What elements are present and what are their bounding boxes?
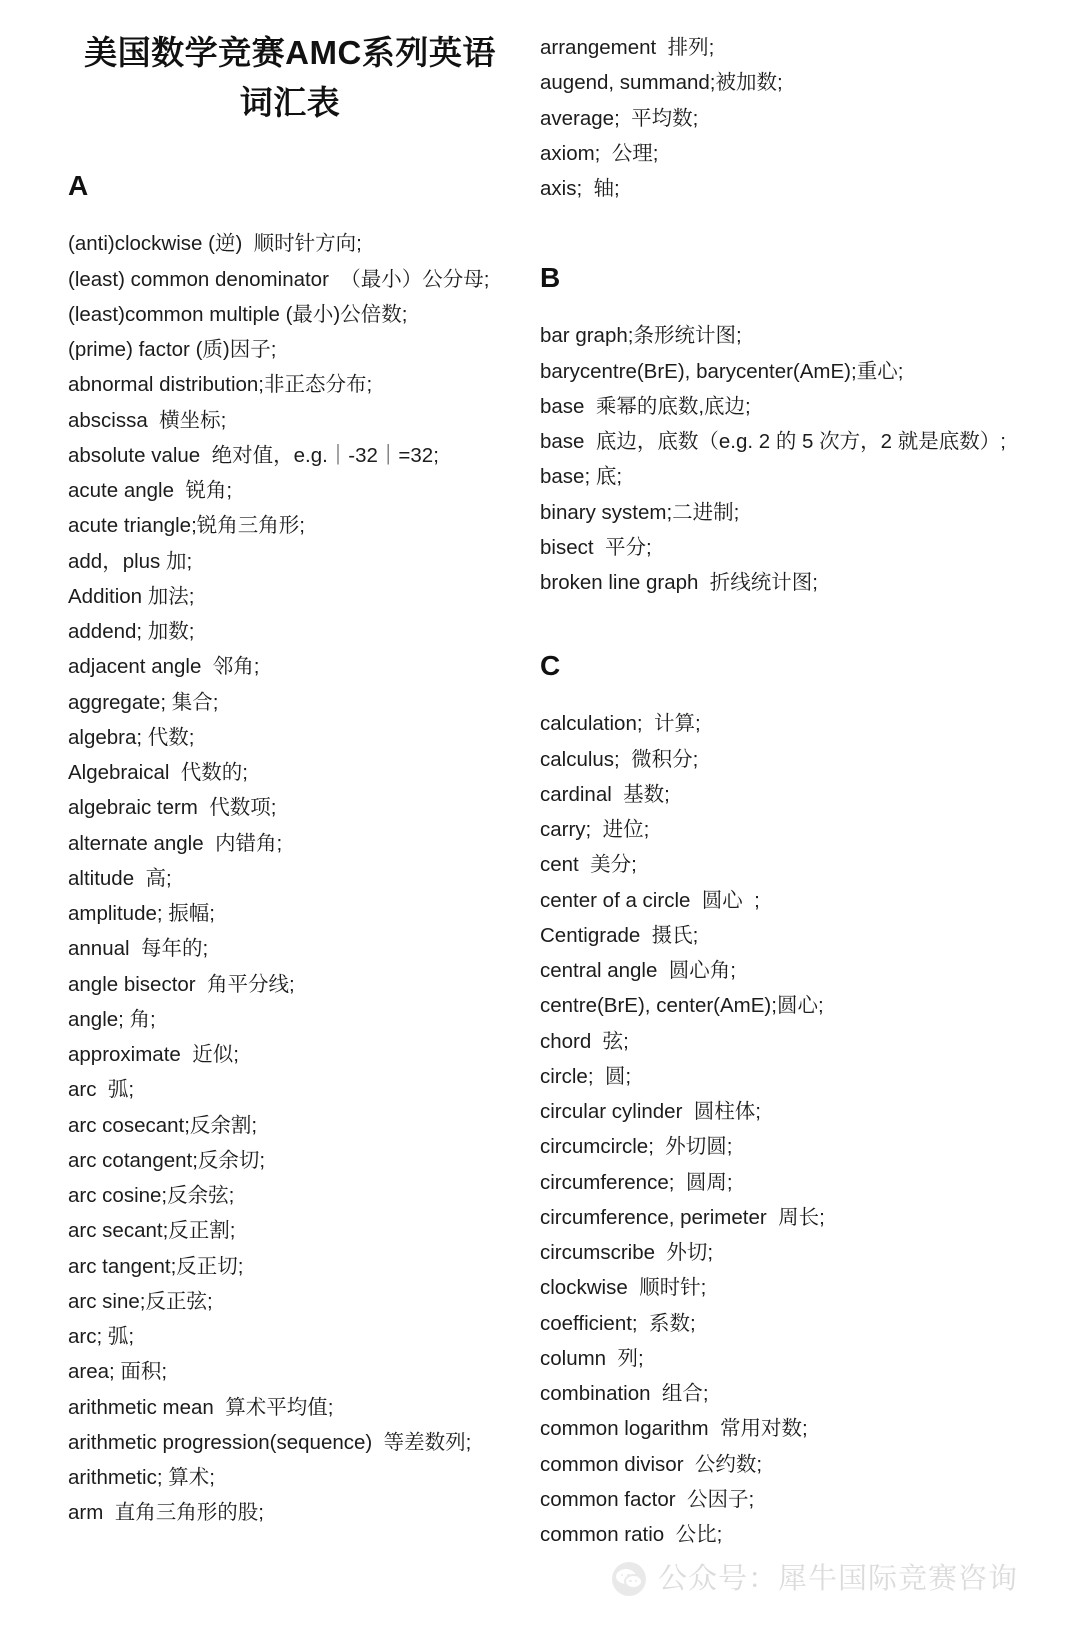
vocabulary-entry: angle; 角; (68, 1007, 156, 1031)
vocabulary-entry: (anti)clockwise (逆) 顺时针方向; (68, 232, 362, 256)
vocabulary-entry: approximate 近似; (68, 1043, 239, 1067)
vocabulary-entry: arm 直角三角形的股; (68, 1501, 264, 1525)
vocabulary-entry: annual 每年的; (68, 937, 209, 961)
vocabulary-entry: base 乘幂的底数,底边; (540, 394, 751, 418)
vocabulary-entry: aggregate; 集合; (68, 690, 219, 714)
vocabulary-entry: average; 平均数; (540, 106, 699, 130)
vocabulary-entry: clockwise 顺时针; (540, 1276, 707, 1300)
section-heading-c: C (540, 650, 561, 682)
section-heading-a: A (68, 170, 89, 202)
vocabulary-entry: (least)common multiple (最小)公倍数; (68, 302, 408, 326)
vocabulary-entry: common divisor 公约数; (540, 1452, 763, 1476)
vocabulary-entry: circumcircle; 外切圆; (540, 1135, 733, 1159)
vocabulary-entry: arc cosine;反余弦; (68, 1184, 235, 1208)
vocabulary-entry: altitude 高; (68, 866, 172, 890)
vocabulary-entry: cardinal 基数; (540, 782, 670, 806)
vocabulary-entry: Centigrade 摄氏; (540, 923, 699, 947)
entry-list-a-continued (540, 30, 1046, 206)
page-title: 美国数学竞赛AMC系列英语词汇表 (84, 34, 496, 122)
vocabulary-entry: carry; 进位; (540, 818, 650, 841)
vocabulary-entry: base; 底; (540, 465, 623, 489)
vocabulary-entry: axis; 轴; (540, 177, 620, 200)
vocabulary-entry: acute triangle;锐角三角形; (68, 514, 305, 538)
entry-list-c (540, 706, 1046, 1552)
wechat-icon (612, 1562, 646, 1596)
vocabulary-entry: centre(BrE), center(AmE);圆心; (540, 994, 824, 1018)
vocabulary-entry: bar graph;条形统计图; (540, 324, 742, 348)
vocabulary-entry: arc 弧; (68, 1078, 135, 1102)
vocabulary-entry: algebraic term 代数项; (68, 796, 277, 820)
vocabulary-entry: abscissa 横坐标; (68, 408, 227, 432)
entry-list-b (540, 318, 1046, 600)
vocabulary-entry: angle bisector 角平分线; (68, 972, 295, 996)
vocabulary-entry: arithmetic mean 算术平均值; (68, 1395, 334, 1419)
vocabulary-entry: augend, summand;被加数; (540, 71, 783, 95)
column-top-spacer (540, 18, 1046, 30)
vocabulary-entry: Addition 加法; (68, 584, 195, 608)
vocabulary-entry: acute angle 锐角; (68, 479, 233, 503)
vocabulary-entry: center of a circle 圆心 ; (540, 888, 760, 912)
vocabulary-entry: arithmetic; 算术; (68, 1466, 215, 1490)
vocabulary-entry: addend; 加数; (68, 620, 195, 644)
vocabulary-entry: circumference; 圆周; (540, 1170, 733, 1194)
vocabulary-entry: (prime) factor (质)因子; (68, 338, 277, 362)
vocabulary-entry: alternate angle 内错角; (68, 831, 283, 855)
vocabulary-entry: arc; 弧; (68, 1325, 135, 1349)
vocabulary-entry: common logarithm 常用对数; (540, 1417, 808, 1441)
vocabulary-entry: absolute value 绝对值，e.g.｜-32｜=32; (68, 443, 439, 467)
vocabulary-entry: circular cylinder 圆柱体; (540, 1100, 761, 1123)
watermark-text: 公众号：犀牛国际竞赛咨询 (658, 1562, 1019, 1595)
vocabulary-entry: arc cotangent;反余切; (68, 1148, 266, 1172)
watermark (612, 1562, 1018, 1596)
vocabulary-entry: axiom; 公理; (540, 141, 659, 165)
vocabulary-entry: combination 组合; (540, 1382, 709, 1405)
vocabulary-entry: circle; 圆; (540, 1064, 632, 1088)
vocabulary-entry: central angle 圆心角; (540, 959, 736, 982)
right-column (530, 0, 1080, 1552)
section-heading-b: B (540, 262, 561, 294)
vocabulary-entry: circumscribe 外切; (540, 1241, 714, 1264)
vocabulary-entry: amplitude; 振幅; (68, 902, 215, 926)
vocabulary-entry: add，plus 加; (68, 549, 193, 573)
vocabulary-entry: arc tangent;反正切; (68, 1254, 244, 1278)
vocabulary-entry: adjacent angle 邻角; (68, 655, 260, 679)
vocabulary-entry: common ratio 公比; (540, 1523, 723, 1546)
vocabulary-entry: arithmetic progression(sequence) 等差数列; (68, 1430, 472, 1454)
vocabulary-entry: bisect 平分; (540, 535, 652, 559)
vocabulary-entry: algebra; 代数; (68, 725, 195, 749)
vocabulary-entry: (least) common denominator （最小）公分母; (68, 267, 490, 291)
left-column (0, 0, 530, 1531)
vocabulary-entry: barycentre(BrE), barycenter(AmE);重心; (540, 359, 904, 383)
vocabulary-entry: area; 面积; (68, 1360, 168, 1384)
vocabulary-entry: arc secant;反正割; (68, 1219, 236, 1243)
vocabulary-entry: chord 弦; (540, 1029, 629, 1053)
vocabulary-entry: calculus; 微积分; (540, 747, 699, 771)
vocabulary-entry: arc cosecant;反余割; (68, 1113, 258, 1137)
vocabulary-entry: Algebraical 代数的; (68, 761, 249, 785)
vocabulary-entry: coefficient; 系数; (540, 1311, 696, 1335)
vocabulary-entry: abnormal distribution;非正态分布; (68, 373, 373, 397)
vocabulary-entry: broken line graph 折线统计图; (540, 571, 819, 594)
vocabulary-entry: common factor 公因子; (540, 1487, 755, 1511)
vocabulary-entry: arrangement 排列; (540, 36, 715, 59)
vocabulary-entry: arc sine;反正弦; (68, 1289, 213, 1313)
vocabulary-entry: binary system;二进制; (540, 500, 740, 524)
vocabulary-entry: column 列; (540, 1346, 644, 1370)
vocabulary-entry: base 底边，底数（e.g. 2 的 5 次方，2 就是底数）; (540, 430, 1006, 453)
vocabulary-entry: circumference, perimeter 周长; (540, 1205, 825, 1229)
vocabulary-entry: calculation; 计算; (540, 712, 701, 736)
vocabulary-entry: cent 美分; (540, 853, 637, 877)
entry-list-a (68, 226, 530, 1530)
